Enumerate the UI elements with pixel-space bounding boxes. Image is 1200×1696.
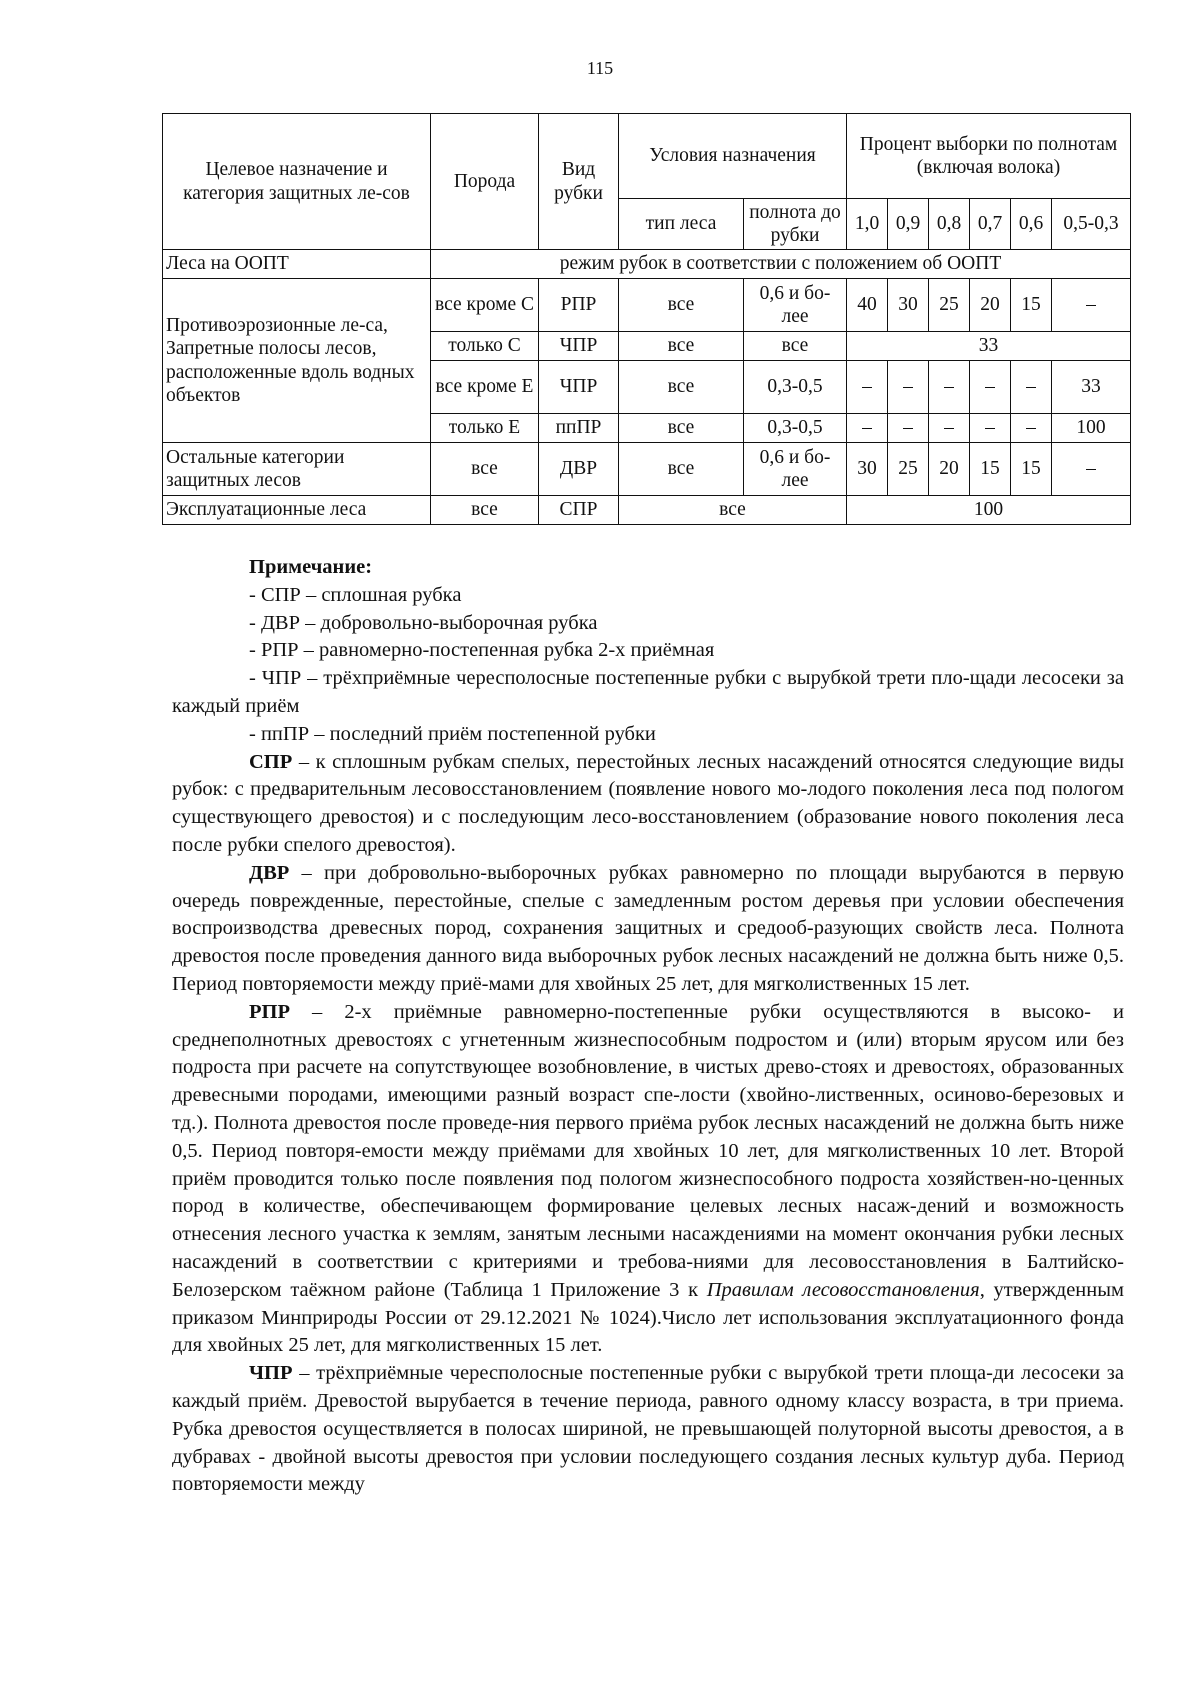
cell-density: все [744, 332, 847, 361]
cell-value: 33 [1052, 361, 1131, 414]
paragraph-rpr [172, 999, 1124, 1360]
cell-cut: ЧПР [539, 361, 619, 414]
term-dvr: ДВР [249, 861, 290, 884]
cell-merged-value: 100 [847, 496, 1131, 525]
cell-species: только С [431, 332, 539, 361]
term-rpr: РПР [249, 1000, 290, 1023]
header-conditions: Условия назначения [619, 114, 847, 199]
cell-cut: СПР [539, 496, 619, 525]
table-row [163, 279, 1131, 332]
cell-value: – [970, 361, 1011, 414]
term-chpr: ЧПР [249, 1362, 293, 1385]
cell-value: – [970, 414, 1011, 443]
cell-type: все [619, 332, 744, 361]
table-row [163, 496, 1131, 525]
cell-cut: ппПР [539, 414, 619, 443]
header-density: 0,7 [970, 199, 1011, 250]
header-density-before: полнота до рубки [744, 199, 847, 250]
cell-density: 0,3-0,5 [744, 361, 847, 414]
cell-type: все [619, 279, 744, 332]
cell-species: все [431, 496, 539, 525]
cell-value: – [1052, 279, 1131, 332]
cell-value: 30 [888, 279, 929, 332]
cell-value: – [1052, 443, 1131, 496]
row-category: Эксплуатационные леса [163, 496, 431, 525]
cell-value: 20 [929, 443, 970, 496]
note-item: - ДВР – добровольно-выборочная рубка [249, 611, 598, 634]
cell-species: все [431, 443, 539, 496]
paragraph-text: – при добровольно-выборочных рубках равномерно по площади вырубаются в первую очередь поврежденные, перестойные, спелые с замедленным ростом деревья при условии обеспечения воспроизводства древесных пород, сохранения защитных и средооб-разующих свойств леса. Полнота древостоя после проведения данного вида выборочных рубок лесных насаждений не должна быть ниже 0,5. Период повторяемости между приё-мами для хвойных 25 лет, для мягколиственных 15 лет. [172, 861, 1124, 995]
cell-value: – [1011, 414, 1052, 443]
cell-value: 15 [1011, 443, 1052, 496]
document-body [172, 554, 1124, 1499]
cell-density: 0,3-0,5 [744, 414, 847, 443]
cell-value: – [847, 414, 888, 443]
cell-value: 15 [970, 443, 1011, 496]
cell-density: 0,6 и бо-лее [744, 279, 847, 332]
note-item: - ппПР – последний приём постепенной рубки [249, 722, 656, 745]
cell-value: – [847, 361, 888, 414]
cell-cut: ЧПР [539, 332, 619, 361]
note-item: - ЧПР – трёхприёмные чересполосные постепенные рубки с вырубкой трети пло-щади лесосеки за каждый приём [172, 667, 1124, 717]
cell-species: все кроме С [431, 279, 539, 332]
header-density: 0,8 [929, 199, 970, 250]
row-category: Леса на ООПТ [163, 250, 431, 279]
cell-value: 30 [847, 443, 888, 496]
cell-conditions: все [619, 496, 847, 525]
cell-value: 20 [970, 279, 1011, 332]
table-header-row [163, 114, 1131, 199]
cell-density: 0,6 и бо-лее [744, 443, 847, 496]
cell-cut: ДВР [539, 443, 619, 496]
cell-species: только Е [431, 414, 539, 443]
header-percent: Процент выборки по полнотам (включая волока) [847, 114, 1131, 199]
page-number: 115 [586, 58, 614, 78]
cell-merged-value: 33 [847, 332, 1131, 361]
header-density: 1,0 [847, 199, 888, 250]
cell-value: – [888, 414, 929, 443]
paragraph-text: – 2-х приёмные равномерно-постепенные рубки осуществляются в высоко- и среднеполнотных древостоях с угнетенным жизнеспособным подростом и (или) вторым ярусом или без подроста при расчете на сопутствующее возобновление, в чистых древо-стоях и древостоях, образованных древесными породами, имеющими разный возраст спе-лости (хвойно-лиственных, осиново-березовых и тд.). Полнота древостоя после проведе-ния первого приёма рубок лесных насаждений не должна быть ниже 0,5. Период повторя-емости между приёмами для хвойных 10 лет, для мягколиственных 10 лет. Второй приём проводится только после появления под пологом жизнеспособного подроста хозяйствен-но-ценных пород в количестве, обеспечивающем формирование целевых лесных насаж-дений и возможность отнесения лесного участка к землям, занятым лесными насаждениями на момент окончания рубки лесных насаждений в соответствии с критериями и требова-ниями для лесовосстановления в Балтийско-Белозерском таёжном районе (Таблица 1 Приложение 3 к [172, 1000, 1124, 1301]
table-row [163, 443, 1131, 496]
paragraph-text: – трёхприёмные чересполосные постепенные рубки с вырубкой трети площа-ди лесосеки за каждый приём. Древостой вырубается в течение периода, равного одному классу возраста, в три приема. Рубка древостоя осуществляется в полосах шириной, не превышающей полуторной высоты древостоя, а в дубравах - двойной высоты древостоя при условии последующего создания лесных культур дуба. Период повторяемости между [172, 1362, 1124, 1496]
cell-value: – [888, 361, 929, 414]
header-forest-type: тип леса [619, 199, 744, 250]
cell-value: 15 [1011, 279, 1052, 332]
cell-type: все [619, 361, 744, 414]
header-cut-type: Вид рубки [539, 114, 619, 250]
paragraph-dvr [172, 860, 1124, 999]
cell-value: – [929, 414, 970, 443]
paragraph-text: – к сплошным рубкам спелых, перестойных лесных насаждений относятся следующие виды рубок: с предварительным лесовосстановлением (появление нового мо-лодого поколения леса под пологом существующего древостоя) и с последующим лесо-восстановлением (образование нового поколения леса после рубки спелого древостоя). [172, 750, 1124, 856]
note-item: - СПР – сплошная рубка [249, 583, 462, 606]
header-density: 0,6 [1011, 199, 1052, 250]
cell-cut: РПР [539, 279, 619, 332]
cell-value: 100 [1052, 414, 1131, 443]
note-title: Примечание: [249, 556, 373, 578]
cutting-regime-table [162, 113, 1131, 525]
cell-value: – [929, 361, 970, 414]
table-row [163, 250, 1131, 279]
row-merged-text: режим рубок в соответствии с положением об ООПТ [431, 250, 1131, 279]
paragraph-chpr [172, 1360, 1124, 1499]
row-category: Противоэрозионные ле-са, Запретные полосы лесов, расположенные вдоль водных объектов [163, 279, 431, 443]
cell-value: 25 [929, 279, 970, 332]
note-item: - РПР – равномерно-постепенная рубка 2-х приёмная [249, 639, 715, 662]
cell-value: 25 [888, 443, 929, 496]
cell-value: – [1011, 361, 1052, 414]
cell-value: 40 [847, 279, 888, 332]
header-density: 0,5-0,3 [1052, 199, 1131, 250]
header-species: Порода [431, 114, 539, 250]
header-density: 0,9 [888, 199, 929, 250]
cell-type: все [619, 414, 744, 443]
paragraph-spr [172, 749, 1124, 860]
cell-type: все [619, 443, 744, 496]
header-purpose: Целевое назначение и категория защитных ле-сов [163, 114, 431, 250]
italic-reference: Правилам лесовосстановления [706, 1278, 980, 1301]
term-spr: СПР [249, 750, 293, 773]
cell-species: все кроме Е [431, 361, 539, 414]
paragraph-text: , утвержденным приказом Минприроды России от 29.12.2021 № 1024).Число лет использования эксплуатационного фонда для хвойных 25 лет, для мягколиственных 15 лет. [172, 1278, 1124, 1357]
row-category: Остальные категории защитных лесов [163, 443, 431, 496]
